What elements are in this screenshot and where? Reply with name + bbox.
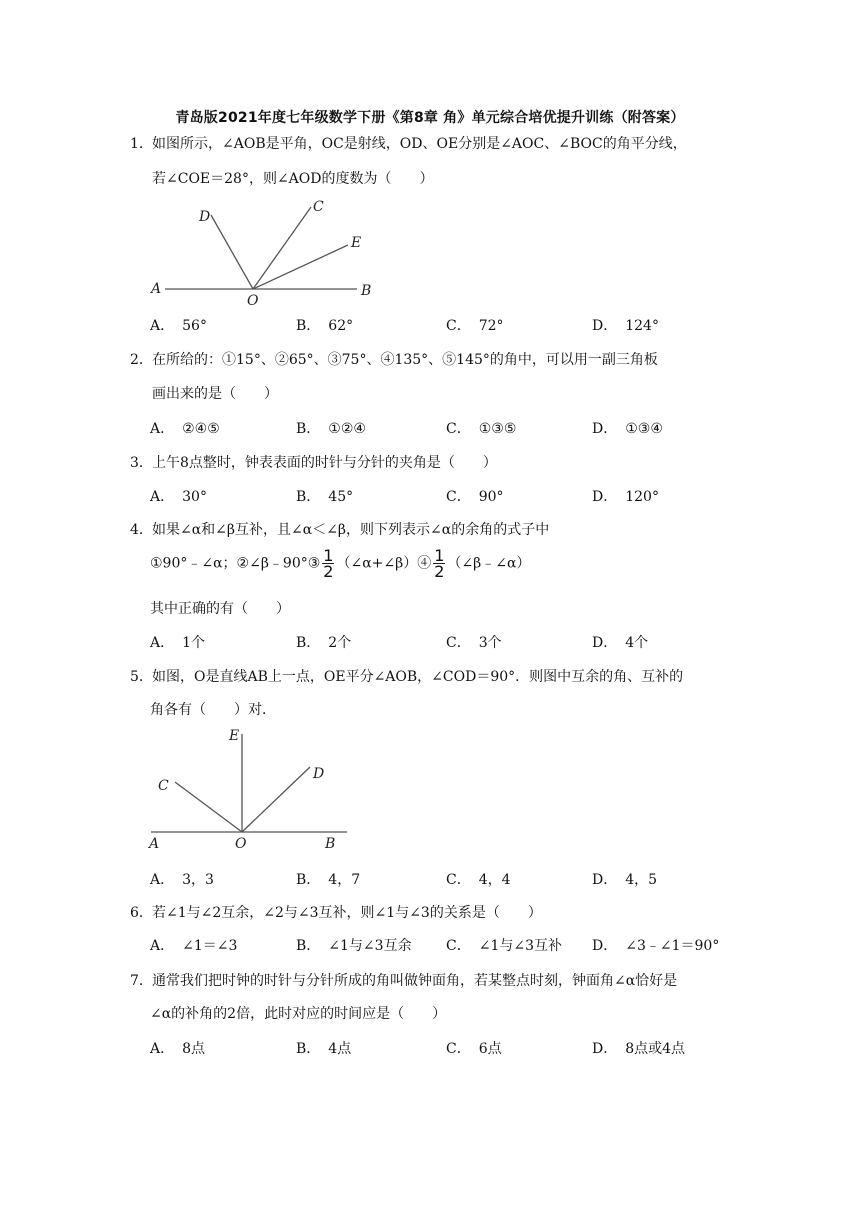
option-d[interactable]: D． 120° [592, 489, 659, 505]
fraction-half: $\frac{1}{2}$ [323, 546, 334, 581]
question-text: 如图所示，∠AOB是平角，OC是射线，OD、OE分别是∠AOC、∠BOC的角平分线， [152, 136, 687, 152]
question-text: 在所给的：①15°、②65°、③75°、④135°、⑤145°的角中，可以用一副三角板 [152, 352, 658, 368]
option-d[interactable]: D． ①③④ [592, 421, 663, 437]
label-d: D [199, 209, 211, 225]
question-text: ∠α的补角的2倍，此时对应的时间应是（ ） [150, 1006, 447, 1022]
question-text: 上午8点整时，钟表表面的时针与分针的夹角是（ ） [152, 455, 497, 471]
question-number: 1． [130, 136, 153, 152]
question-number: 5． [130, 669, 153, 685]
option-b[interactable]: B． 4点 [296, 1041, 352, 1057]
question-text: 如果∠α和∠β互补，且∠α＜∠β，则下列表示∠α的余角的式子中 [152, 522, 550, 538]
option-c[interactable]: C． 6点 [446, 1041, 502, 1057]
label-c: C [158, 778, 169, 794]
answer-options [150, 935, 750, 957]
ray-od [242, 767, 310, 832]
answer-options [150, 315, 750, 337]
option-b[interactable]: B． 45° [296, 489, 354, 505]
label-b: B [325, 836, 336, 852]
question-text: 角各有（ ）对． [150, 702, 276, 718]
label-c: C [313, 199, 324, 215]
label-e: E [351, 235, 362, 251]
page-title: 青岛版2021年度七年级数学下册《第8章 角》单元综合培优提升训练（附答案） [175, 110, 685, 126]
option-b[interactable]: B． 4，7 [296, 872, 361, 888]
question-text: 若∠1与∠2互余，∠2与∠3互补，则∠1与∠3的关系是（ ） [152, 905, 542, 921]
question-text: 通常我们把时钟的时针与分针所成的角叫做钟面角，若某整点时刻，钟面角∠α恰好是 [152, 973, 678, 989]
question-number: 7． [130, 973, 153, 989]
option-d[interactable]: D． 4个 [592, 635, 649, 651]
option-b[interactable]: B． ∠1与∠3互余 [296, 938, 412, 954]
option-b[interactable]: B． 62° [296, 318, 354, 334]
option-c[interactable]: C． 72° [446, 318, 504, 334]
fraction-half: $\frac{1}{2}$ [434, 546, 445, 581]
answer-options [150, 486, 750, 508]
option-a[interactable]: A． 1个 [150, 635, 206, 651]
option-c[interactable]: C． ∠1与∠3互补 [446, 938, 562, 954]
option-d[interactable]: D． 4，5 [592, 872, 658, 888]
option-c[interactable]: C． ①③⑤ [446, 421, 517, 437]
question-text: 若∠COE＝28°，则∠AOD的度数为（ ） [152, 171, 434, 187]
label-a: A [149, 836, 160, 852]
question-text: 其中正确的有（ ） [150, 601, 290, 617]
expression-part: ①90°﹣∠α；②∠β﹣90°③ [150, 555, 321, 572]
label-a: A [151, 281, 162, 297]
option-c[interactable]: C． 4，4 [446, 872, 511, 888]
option-a[interactable]: A． 8点 [150, 1041, 206, 1057]
question-text: 画出来的是（ ） [152, 386, 278, 402]
expression-part: （∠β﹣∠α） [447, 555, 531, 572]
label-b: B [361, 283, 372, 299]
answer-options [150, 1038, 750, 1060]
ray-oe [253, 245, 348, 289]
expression-part: （∠α+∠β）④ [336, 555, 432, 572]
option-d[interactable]: D． ∠3﹣∠1＝90° [592, 938, 720, 954]
question-number: 2． [130, 352, 153, 368]
option-c[interactable]: C． 3个 [446, 635, 502, 651]
ray-od [211, 215, 253, 289]
option-d[interactable]: D． 8点或4点 [592, 1041, 686, 1057]
label-o: O [247, 293, 259, 305]
label-o: O [235, 836, 247, 852]
angle-figure-1 [145, 195, 385, 305]
answer-options [150, 418, 750, 440]
label-d: D [313, 766, 325, 782]
option-a[interactable]: A． ∠1＝∠3 [150, 938, 238, 954]
option-d[interactable]: D． 124° [592, 318, 659, 334]
option-a[interactable]: A． 56° [150, 318, 207, 334]
answer-options [150, 869, 750, 891]
option-a[interactable]: A． 30° [150, 489, 207, 505]
answer-options [150, 632, 750, 654]
question-number: 4． [130, 522, 153, 538]
option-a[interactable]: A． 3，3 [150, 872, 214, 888]
ray-oc [175, 782, 242, 832]
option-b[interactable]: B． 2个 [296, 635, 352, 651]
question-text: 如图，O是直线AB上一点，OE平分∠AOB，∠COD＝90°．则图中互余的角、互补的 [152, 669, 684, 685]
option-b[interactable]: B． ①②④ [296, 421, 366, 437]
option-a[interactable]: A． ②④⑤ [150, 421, 220, 437]
question-number: 3． [130, 455, 153, 471]
option-c[interactable]: C． 90° [446, 489, 504, 505]
label-e: E [229, 728, 240, 744]
expression-line [150, 548, 530, 579]
angle-figure-5 [145, 726, 355, 852]
ray-oc [253, 207, 311, 289]
question-number: 6． [130, 905, 153, 921]
